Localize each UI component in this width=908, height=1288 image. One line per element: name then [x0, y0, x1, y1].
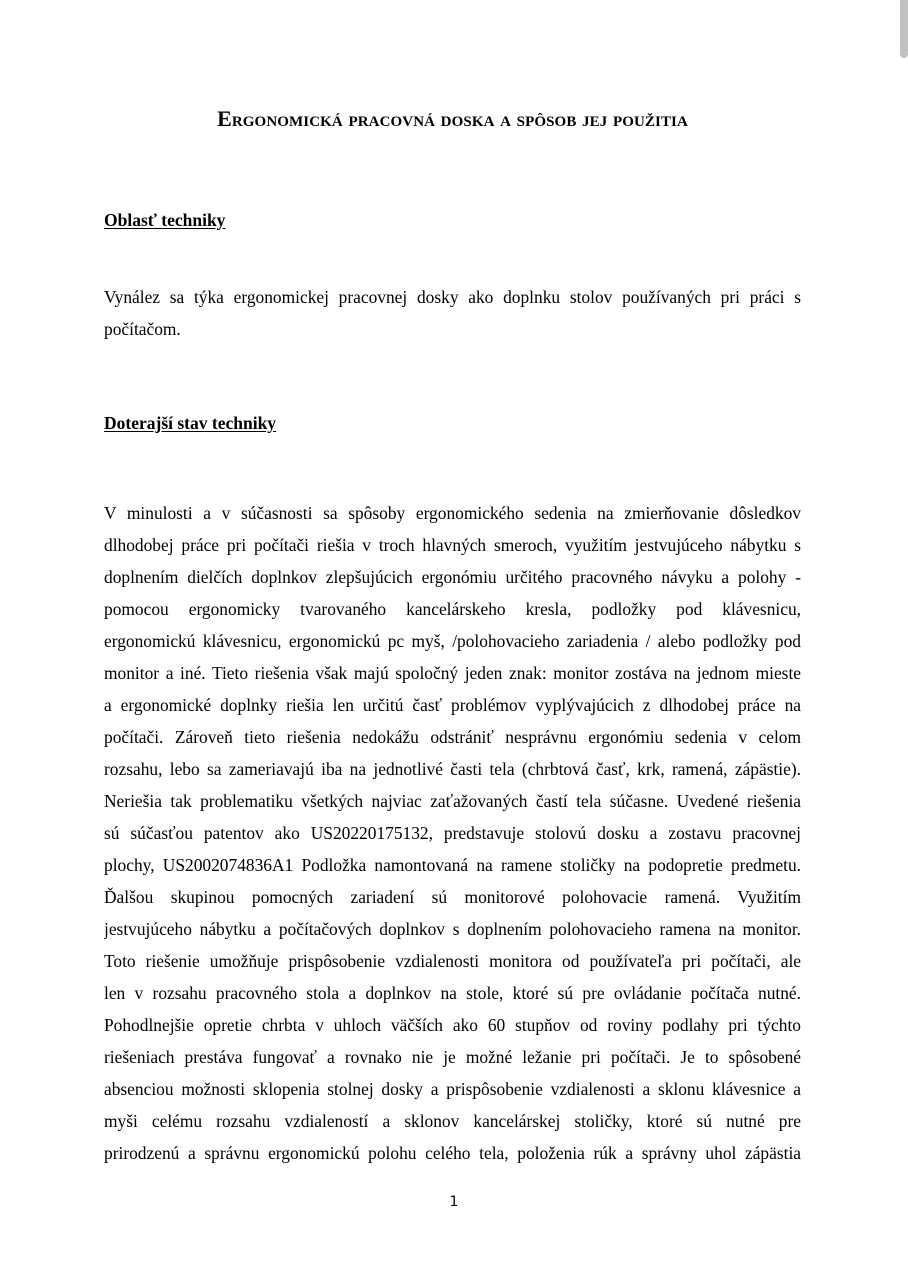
- paragraph-line: plochy, US2002074836A1 Podložka namontovaná na ramene stoličky na podopretie predmetu.: [104, 855, 801, 875]
- paragraph-line: Pohodlnejšie opretie chrbta v uhloch väčších ako 60 stupňov od roviny podlahy pri týchto: [104, 1015, 801, 1035]
- paragraph-line: Ďalšou skupinou pomocných zariadení sú monitorové polohovacie ramená. Využitím: [104, 887, 801, 907]
- section-paragraph-field: [104, 281, 801, 345]
- paragraph-line: počítačom.: [104, 319, 181, 339]
- section-paragraph-prior-art: [104, 497, 801, 1169]
- document-title: Ergonomická pracovná doska a spôsob jej použitia: [217, 106, 688, 131]
- paragraph-line: V minulosti a v súčasnosti sa spôsoby ergonomického sedenia na zmierňovanie dôsledkov: [104, 503, 801, 523]
- vertical-scrollbar[interactable]: [900, 0, 908, 58]
- paragraph-line: len v rozsahu pracovného stola a doplnkov na stole, ktoré sú pre ovládanie počítača nutné.: [104, 983, 801, 1003]
- paragraph-line: myši celému rozsahu vzdialeností a sklonov kancelárskej stoličky, ktoré sú nutné pre: [104, 1111, 801, 1131]
- paragraph-line: ergonomickú klávesnicu, ergonomickú pc myš, /polohovacieho zariadenia / alebo podložky pod: [104, 631, 801, 651]
- paragraph-line: prirodzenú a správnu ergonomickú polohu celého tela, položenia rúk a správny uhol zápästia: [104, 1143, 801, 1163]
- paragraph-line: Neriešia tak problematiku všetkých najviac zaťažovaných častí tela súčasne. Uvedené riešenia: [104, 791, 801, 811]
- paragraph-line: počítači. Zároveň tieto riešenia nedokážu odstrániť nesprávnu ergonómiu sedenia v celom: [104, 727, 801, 747]
- paragraph-line: Toto riešenie umožňuje prispôsobenie vzdialenosti monitora od používateľa pri počítači, ale: [104, 951, 801, 971]
- paragraph-line: doplnením dielčích doplnkov zlepšujúcich ergonómiu určitého pracovného návyku a polohy -: [104, 567, 801, 587]
- section-heading-prior-art: Doterajší stav techniky: [104, 413, 277, 433]
- paragraph-line: jestvujúceho nábytku a počítačových doplnkov s doplnením polohovacieho ramena na monitor.: [104, 919, 801, 939]
- paragraph-line: Vynález sa týka ergonomickej pracovnej dosky ako doplnku stolov používaných pri práci s: [104, 287, 801, 307]
- paragraph-line: monitor a iné. Tieto riešenia však majú spoločný jeden znak: monitor zostáva na jednom mieste: [104, 663, 801, 683]
- paragraph-line: a ergonomické doplnky riešia len určitú časť problémov vyplývajúcich z dlhodobej práce na: [104, 695, 801, 715]
- paragraph-line: rozsahu, lebo sa zameriavajú iba na jednotlivé časti tela (chrbtová časť, krk, ramená, zápästie).: [104, 759, 801, 779]
- section-heading-field: Oblasť techniky: [104, 210, 226, 230]
- paragraph-line: sú súčasťou patentov ako US20220175132, predstavuje stolovú dosku a zostavu pracovnej: [104, 823, 801, 843]
- paragraph-line: pomocou ergonomicky tvarovaného kancelárskeho kresla, podložky pod klávesnicu,: [104, 599, 801, 619]
- paragraph-line: absenciou možnosti sklopenia stolnej dosky a prispôsobenie vzdialenosti a sklonu klávesnice a: [104, 1079, 801, 1099]
- paragraph-line: dlhodobej práce pri počítači riešia v troch hlavných smeroch, využitím jestvujúceho nábytku s: [104, 535, 801, 555]
- page-number: 1: [449, 1194, 459, 1210]
- paragraph-line: riešeniach prestáva fungovať a rovnako nie je možné ležanie pri počítači. Je to spôsobené: [104, 1047, 801, 1067]
